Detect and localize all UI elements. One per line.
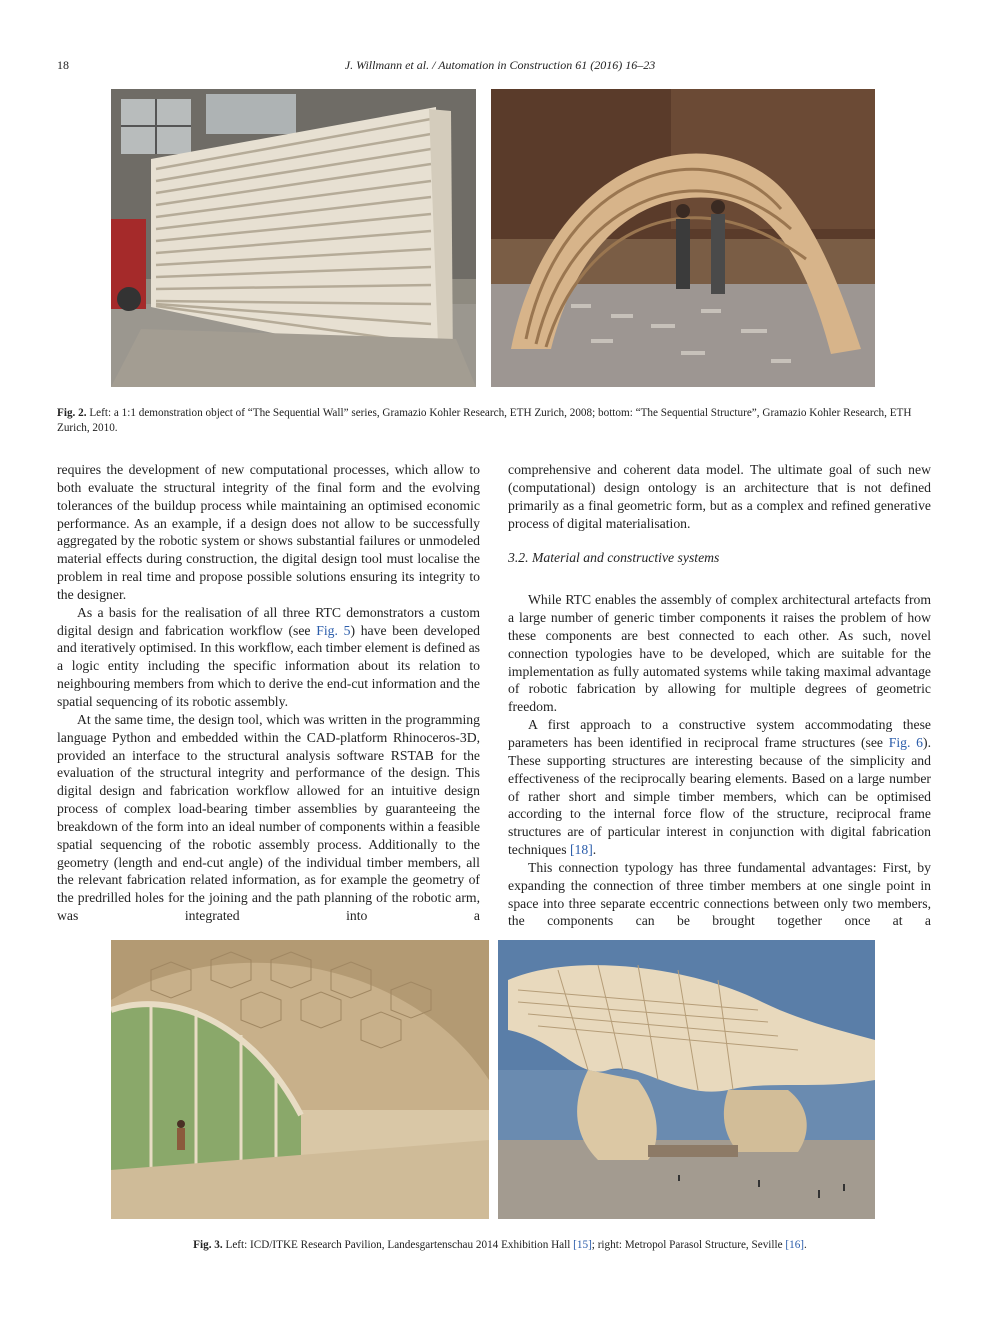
left-paragraph-1: requires the development of new computational processes, which allow to both evaluate the structural integrity of the final form and the evolving tolerances of the buildup process while maintaining an optimised economic performance. As an example, if a design does not allow to be successfully aggregated by the robotic system or shows substantial failures or unmodeled material effects during construction, the digital design tool must localise the problem in real time and propose possible solutions ensuring its integrity to the designer. <box>57 462 480 602</box>
fig2-caption <box>57 406 943 436</box>
right-p3-text-c: . <box>592 842 597 858</box>
sequential-wall-photo <box>111 89 476 387</box>
journal-citation: J. Willmann et al. / Automation in Construction 61 (2016) 16–23 <box>344 58 656 72</box>
right-p3-text-a: A first approach to a constructive system accommodating these parameters has been identified in reciprocal frame structures (see <box>508 717 931 750</box>
fig6-link[interactable]: Fig. 6 <box>888 734 924 750</box>
left-paragraph-2 <box>57 604 480 711</box>
left-text-column <box>57 461 480 925</box>
metropol-parasol-photo <box>498 940 875 1219</box>
section-title: 3.2. Material and constructive systems <box>508 550 720 566</box>
page-number: 18 <box>57 58 69 72</box>
ref18-link[interactable]: [18] <box>569 842 593 858</box>
fig3-caption-text-a: Left: ICD/ITKE Research Pavilion, Landesgartenschau 2014 Exhibition Hall <box>225 1239 574 1251</box>
left-p2-text-b: ) have been developed and iteratively optimised. In this workflow, each timber element is defined as a logic entity including the specific information about its relation to neighbouring members from which to derive the end-cut information and the spatial sequencing of its robotic assembly. <box>57 622 481 709</box>
fig3-caption-text-c: . <box>804 1239 807 1251</box>
fig3-caption-text-b: ; right: Metropol Parasol Structure, Seville <box>591 1239 786 1251</box>
running-header <box>57 58 943 76</box>
sequential-structure-photo <box>491 89 875 387</box>
left-paragraph-3: At the same time, the design tool, which was written in the programming language Python and embedded within the CAD-platform Rhinoceros-3D, provided an interface to the structural analysis software RSTAB for the evaluation of the structural integrity and performance of the design. This digital design and fabrication workflow allowed for an intuitive design process of complex load-bearing timber assemblies by guaranteeing the breakdown of the form into an ideal number of components within a feasible spatial sequencing of the robotic assembly process. Additionally to the geometry (length and end-cut angle) of the individual timber members, all the relevant fabrication related information, as for example the geometry of the predrilled holes for the joining and the path planning of the robotic arm, was integrated into a <box>57 711 480 924</box>
ref16-link[interactable]: [16] <box>785 1239 805 1251</box>
research-pavilion-photo <box>111 940 489 1219</box>
fig2-label: Fig. 2. <box>57 407 87 419</box>
fig3-caption <box>0 1238 1000 1253</box>
right-text-column <box>508 461 931 930</box>
right-p3-text-b: ). These supporting structures are interesting because of the simplicity and effectiveness of the reciprocally bearing elements. Based on a large number of rather short and simple timber members, which can be optimised according to the internal force flow of the structure, reciprocal frame structures are of particular interest in conjunction with digital fabrication techniques <box>508 734 931 858</box>
right-paragraph-1: comprehensive and coherent data model. The ultimate goal of such new (computational) design ontology is an architecture that is not defined primarily as a final geometric form, but as a complex and refined generative process of digital materialisation. <box>508 462 931 531</box>
left-p2-text-a: As a basis for the realisation of all three RTC demonstrators a custom digital design and fabrication workflow (see <box>57 604 480 638</box>
fig5-link[interactable]: Fig. 5 <box>316 622 351 638</box>
right-paragraph-2: While RTC enables the assembly of complex architectural artefacts from a large number of generic timber components it raises the problem of how these components are best connected to each other. As such, novel connection typologies have to be developed, which are suitable for the implementation as fully automated systems while taking maximal advantage of robotic fabrication by allowing for multiple degrees of geometric freedom. <box>508 592 931 715</box>
right-paragraph-3 <box>508 716 931 859</box>
right-paragraph-4: This connection typology has three fundamental advantages: First, by expanding the connection of three timber members at one single point in space into three separate eccentric connections between only two members, the components can be brought together once at a <box>508 859 931 929</box>
ref15-link[interactable]: [15] <box>573 1239 592 1251</box>
fig3-label: Fig. 3. <box>193 1239 223 1251</box>
fig2-caption-text: Left: a 1:1 demonstration object of “The Sequential Wall” series, Gramazio Kohler Research, ETH Zurich, 2008; bottom: “The Sequential Structure”, Gramazio Kohler Research, ETH Zurich, 2010. <box>57 407 912 434</box>
